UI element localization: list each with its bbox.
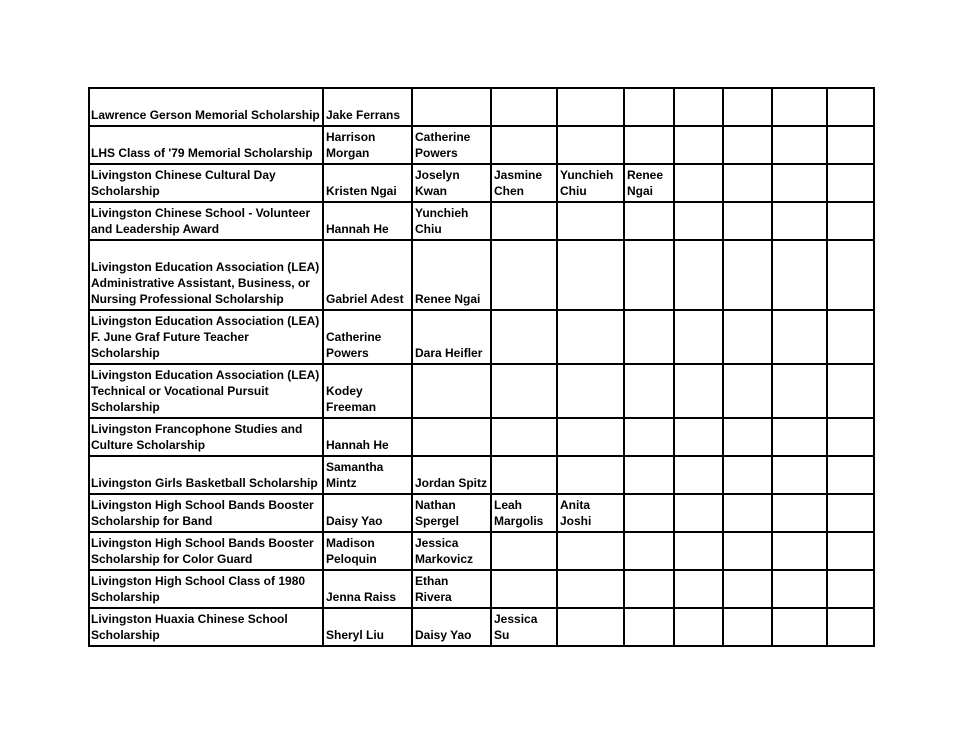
recipient-cell	[323, 532, 412, 570]
empty-cell	[624, 364, 674, 418]
recipient-cell	[624, 164, 674, 202]
scholarship-name: Livingston High School Class of 1980 Scholarship	[91, 574, 306, 604]
recipient-cell	[323, 310, 412, 364]
table-row	[89, 364, 874, 418]
recipient-cell	[412, 126, 491, 164]
empty-cell	[772, 570, 827, 608]
empty-cell	[674, 364, 723, 418]
empty-cell	[557, 418, 624, 456]
empty-cell	[624, 456, 674, 494]
empty-cell	[674, 532, 723, 570]
scholarship-name: Livingston Education Association (LEA) Technical or Vocational Pursuit Scholarship	[91, 368, 320, 414]
scholarship-name: Livingston High School Bands Booster Scholarship for Color Guard	[91, 536, 314, 566]
empty-cell	[772, 202, 827, 240]
empty-cell	[827, 88, 874, 126]
recipient-name: Samantha Mintz	[326, 460, 384, 490]
scholarship-name-cell	[89, 532, 323, 570]
table-row	[89, 608, 874, 646]
empty-cell	[723, 126, 772, 164]
recipient-cell	[412, 456, 491, 494]
empty-cell	[772, 532, 827, 570]
recipient-cell	[412, 310, 491, 364]
empty-cell	[772, 310, 827, 364]
recipient-cell	[323, 456, 412, 494]
empty-cell	[491, 570, 557, 608]
empty-cell	[723, 608, 772, 646]
scholarship-name: Livingston Chinese Cultural Day Scholarship	[91, 168, 276, 198]
empty-cell	[723, 202, 772, 240]
empty-cell	[827, 202, 874, 240]
recipient-name: Kristen Ngai	[326, 184, 397, 198]
scholarship-name-cell	[89, 570, 323, 608]
scholarship-name-cell	[89, 88, 323, 126]
recipient-name: Gabriel Adest	[326, 292, 404, 306]
empty-cell	[491, 418, 557, 456]
recipient-cell	[323, 164, 412, 202]
empty-cell	[624, 88, 674, 126]
recipient-cell	[491, 494, 557, 532]
empty-cell	[827, 418, 874, 456]
empty-cell	[827, 364, 874, 418]
empty-cell	[557, 126, 624, 164]
empty-cell	[772, 364, 827, 418]
scholarship-name: Livingston High School Bands Booster Scholarship for Band	[91, 498, 314, 528]
recipient-name: Jessica Markovicz	[415, 536, 474, 566]
empty-cell	[557, 570, 624, 608]
recipient-cell	[323, 364, 412, 418]
empty-cell	[723, 532, 772, 570]
empty-cell	[772, 418, 827, 456]
table-row	[89, 164, 874, 202]
empty-cell	[412, 418, 491, 456]
empty-cell	[491, 532, 557, 570]
recipient-cell	[323, 126, 412, 164]
empty-cell	[827, 164, 874, 202]
recipient-cell	[323, 240, 412, 310]
empty-cell	[624, 570, 674, 608]
empty-cell	[723, 364, 772, 418]
empty-cell	[624, 532, 674, 570]
scholarship-name: Livingston Huaxia Chinese School Scholarship	[91, 612, 288, 642]
recipient-cell	[412, 164, 491, 202]
empty-cell	[827, 310, 874, 364]
empty-cell	[772, 456, 827, 494]
recipient-name: Catherine Powers	[415, 130, 471, 160]
recipient-name: Hannah He	[326, 222, 389, 236]
recipient-cell	[412, 570, 491, 608]
empty-cell	[491, 126, 557, 164]
scholarship-name-cell	[89, 164, 323, 202]
table-row	[89, 202, 874, 240]
recipient-cell	[491, 608, 557, 646]
table-row	[89, 456, 874, 494]
empty-cell	[772, 240, 827, 310]
empty-cell	[624, 608, 674, 646]
scholarship-name-cell	[89, 126, 323, 164]
empty-cell	[827, 532, 874, 570]
empty-cell	[827, 570, 874, 608]
recipient-cell	[323, 202, 412, 240]
recipient-cell	[491, 164, 557, 202]
empty-cell	[674, 494, 723, 532]
empty-cell	[772, 494, 827, 532]
recipient-cell	[323, 88, 412, 126]
scholarship-name: Livingston Education Association (LEA) F. June Graf Future Teacher Scholarship	[91, 314, 320, 360]
empty-cell	[491, 456, 557, 494]
recipient-name: Hannah He	[326, 438, 389, 452]
recipient-name: Jenna Raiss	[326, 590, 397, 604]
empty-cell	[674, 570, 723, 608]
scholarship-name-cell	[89, 310, 323, 364]
empty-cell	[674, 164, 723, 202]
recipient-cell	[412, 532, 491, 570]
table-row	[89, 310, 874, 364]
empty-cell	[557, 456, 624, 494]
recipient-name: Yunchieh Chiu	[415, 206, 469, 236]
empty-cell	[674, 88, 723, 126]
recipient-name: Jordan Spitz	[415, 476, 488, 490]
recipient-cell	[412, 202, 491, 240]
empty-cell	[624, 202, 674, 240]
empty-cell	[557, 608, 624, 646]
empty-cell	[557, 310, 624, 364]
recipient-name: Madison Peloquin	[326, 536, 377, 566]
recipient-name: Joselyn Kwan	[415, 168, 460, 198]
empty-cell	[723, 240, 772, 310]
empty-cell	[624, 494, 674, 532]
empty-cell	[557, 202, 624, 240]
empty-cell	[557, 240, 624, 310]
recipient-name: Jessica Su	[494, 612, 538, 642]
empty-cell	[772, 126, 827, 164]
empty-cell	[491, 364, 557, 418]
recipient-cell	[557, 494, 624, 532]
empty-cell	[723, 494, 772, 532]
empty-cell	[557, 88, 624, 126]
empty-cell	[557, 364, 624, 418]
scholarship-name-cell	[89, 364, 323, 418]
empty-cell	[674, 418, 723, 456]
scholarship-name-cell	[89, 418, 323, 456]
table-row	[89, 494, 874, 532]
recipient-cell	[323, 570, 412, 608]
recipient-name: Yunchieh Chiu	[560, 168, 614, 198]
recipient-cell	[412, 494, 491, 532]
scholarship-name: Lawrence Gerson Memorial Scholarship	[91, 108, 320, 122]
empty-cell	[723, 456, 772, 494]
empty-cell	[412, 88, 491, 126]
empty-cell	[674, 310, 723, 364]
recipient-cell	[412, 240, 491, 310]
empty-cell	[827, 494, 874, 532]
empty-cell	[772, 608, 827, 646]
recipient-cell	[323, 608, 412, 646]
empty-cell	[491, 240, 557, 310]
scholarship-recipients-table	[88, 87, 875, 647]
empty-cell	[674, 608, 723, 646]
recipient-cell	[323, 494, 412, 532]
recipient-name: Nathan Spergel	[415, 498, 460, 528]
empty-cell	[772, 164, 827, 202]
empty-cell	[827, 608, 874, 646]
empty-cell	[827, 240, 874, 310]
recipient-name: Harrison Morgan	[326, 130, 376, 160]
recipient-name: Jasmine Chen	[494, 168, 543, 198]
empty-cell	[723, 164, 772, 202]
recipient-cell	[557, 164, 624, 202]
empty-cell	[491, 310, 557, 364]
empty-cell	[723, 310, 772, 364]
scholarship-name: Livingston Education Association (LEA) Administrative Assistant, Business, or Nursing Professional Scholarship	[91, 260, 320, 306]
empty-cell	[624, 310, 674, 364]
scholarship-name-cell	[89, 456, 323, 494]
empty-cell	[723, 418, 772, 456]
recipient-name: Leah Margolis	[494, 498, 544, 528]
empty-cell	[772, 88, 827, 126]
recipient-name: Dara Heifler	[415, 346, 483, 360]
recipient-name: Daisy Yao	[326, 514, 383, 528]
recipient-name: Catherine Powers	[326, 330, 382, 360]
scholarship-name-cell	[89, 494, 323, 532]
scholarship-name-cell	[89, 240, 323, 310]
scholarship-name: Livingston Chinese School - Volunteer and Leadership Award	[91, 206, 311, 236]
scholarship-name: LHS Class of '79 Memorial Scholarship	[91, 146, 313, 160]
empty-cell	[624, 418, 674, 456]
empty-cell	[723, 88, 772, 126]
empty-cell	[624, 240, 674, 310]
table-row	[89, 240, 874, 310]
recipient-name: Jake Ferrans	[326, 108, 401, 122]
scholarship-name-cell	[89, 608, 323, 646]
recipient-cell	[323, 418, 412, 456]
empty-cell	[674, 126, 723, 164]
empty-cell	[674, 202, 723, 240]
scholarship-name: Livingston Girls Basketball Scholarship	[91, 476, 318, 490]
recipient-name: Anita Joshi	[560, 498, 592, 528]
recipient-name: Daisy Yao	[415, 628, 472, 642]
empty-cell	[827, 456, 874, 494]
table-row	[89, 418, 874, 456]
empty-cell	[723, 570, 772, 608]
empty-cell	[624, 126, 674, 164]
table-row	[89, 532, 874, 570]
table-row	[89, 88, 874, 126]
recipient-name: Renee Ngai	[415, 292, 481, 306]
recipient-cell	[412, 608, 491, 646]
table-row	[89, 570, 874, 608]
empty-cell	[491, 202, 557, 240]
empty-cell	[827, 126, 874, 164]
empty-cell	[491, 88, 557, 126]
empty-cell	[412, 364, 491, 418]
recipient-name: Kodey Freeman	[326, 384, 377, 414]
table-row	[89, 126, 874, 164]
recipient-name: Ethan Rivera	[415, 574, 452, 604]
empty-cell	[557, 532, 624, 570]
empty-cell	[674, 240, 723, 310]
empty-cell	[674, 456, 723, 494]
recipient-name: Sheryl Liu	[326, 628, 385, 642]
scholarship-name-cell	[89, 202, 323, 240]
scholarship-name: Livingston Francophone Studies and Culture Scholarship	[91, 422, 303, 452]
recipient-name: Renee Ngai	[627, 168, 664, 198]
